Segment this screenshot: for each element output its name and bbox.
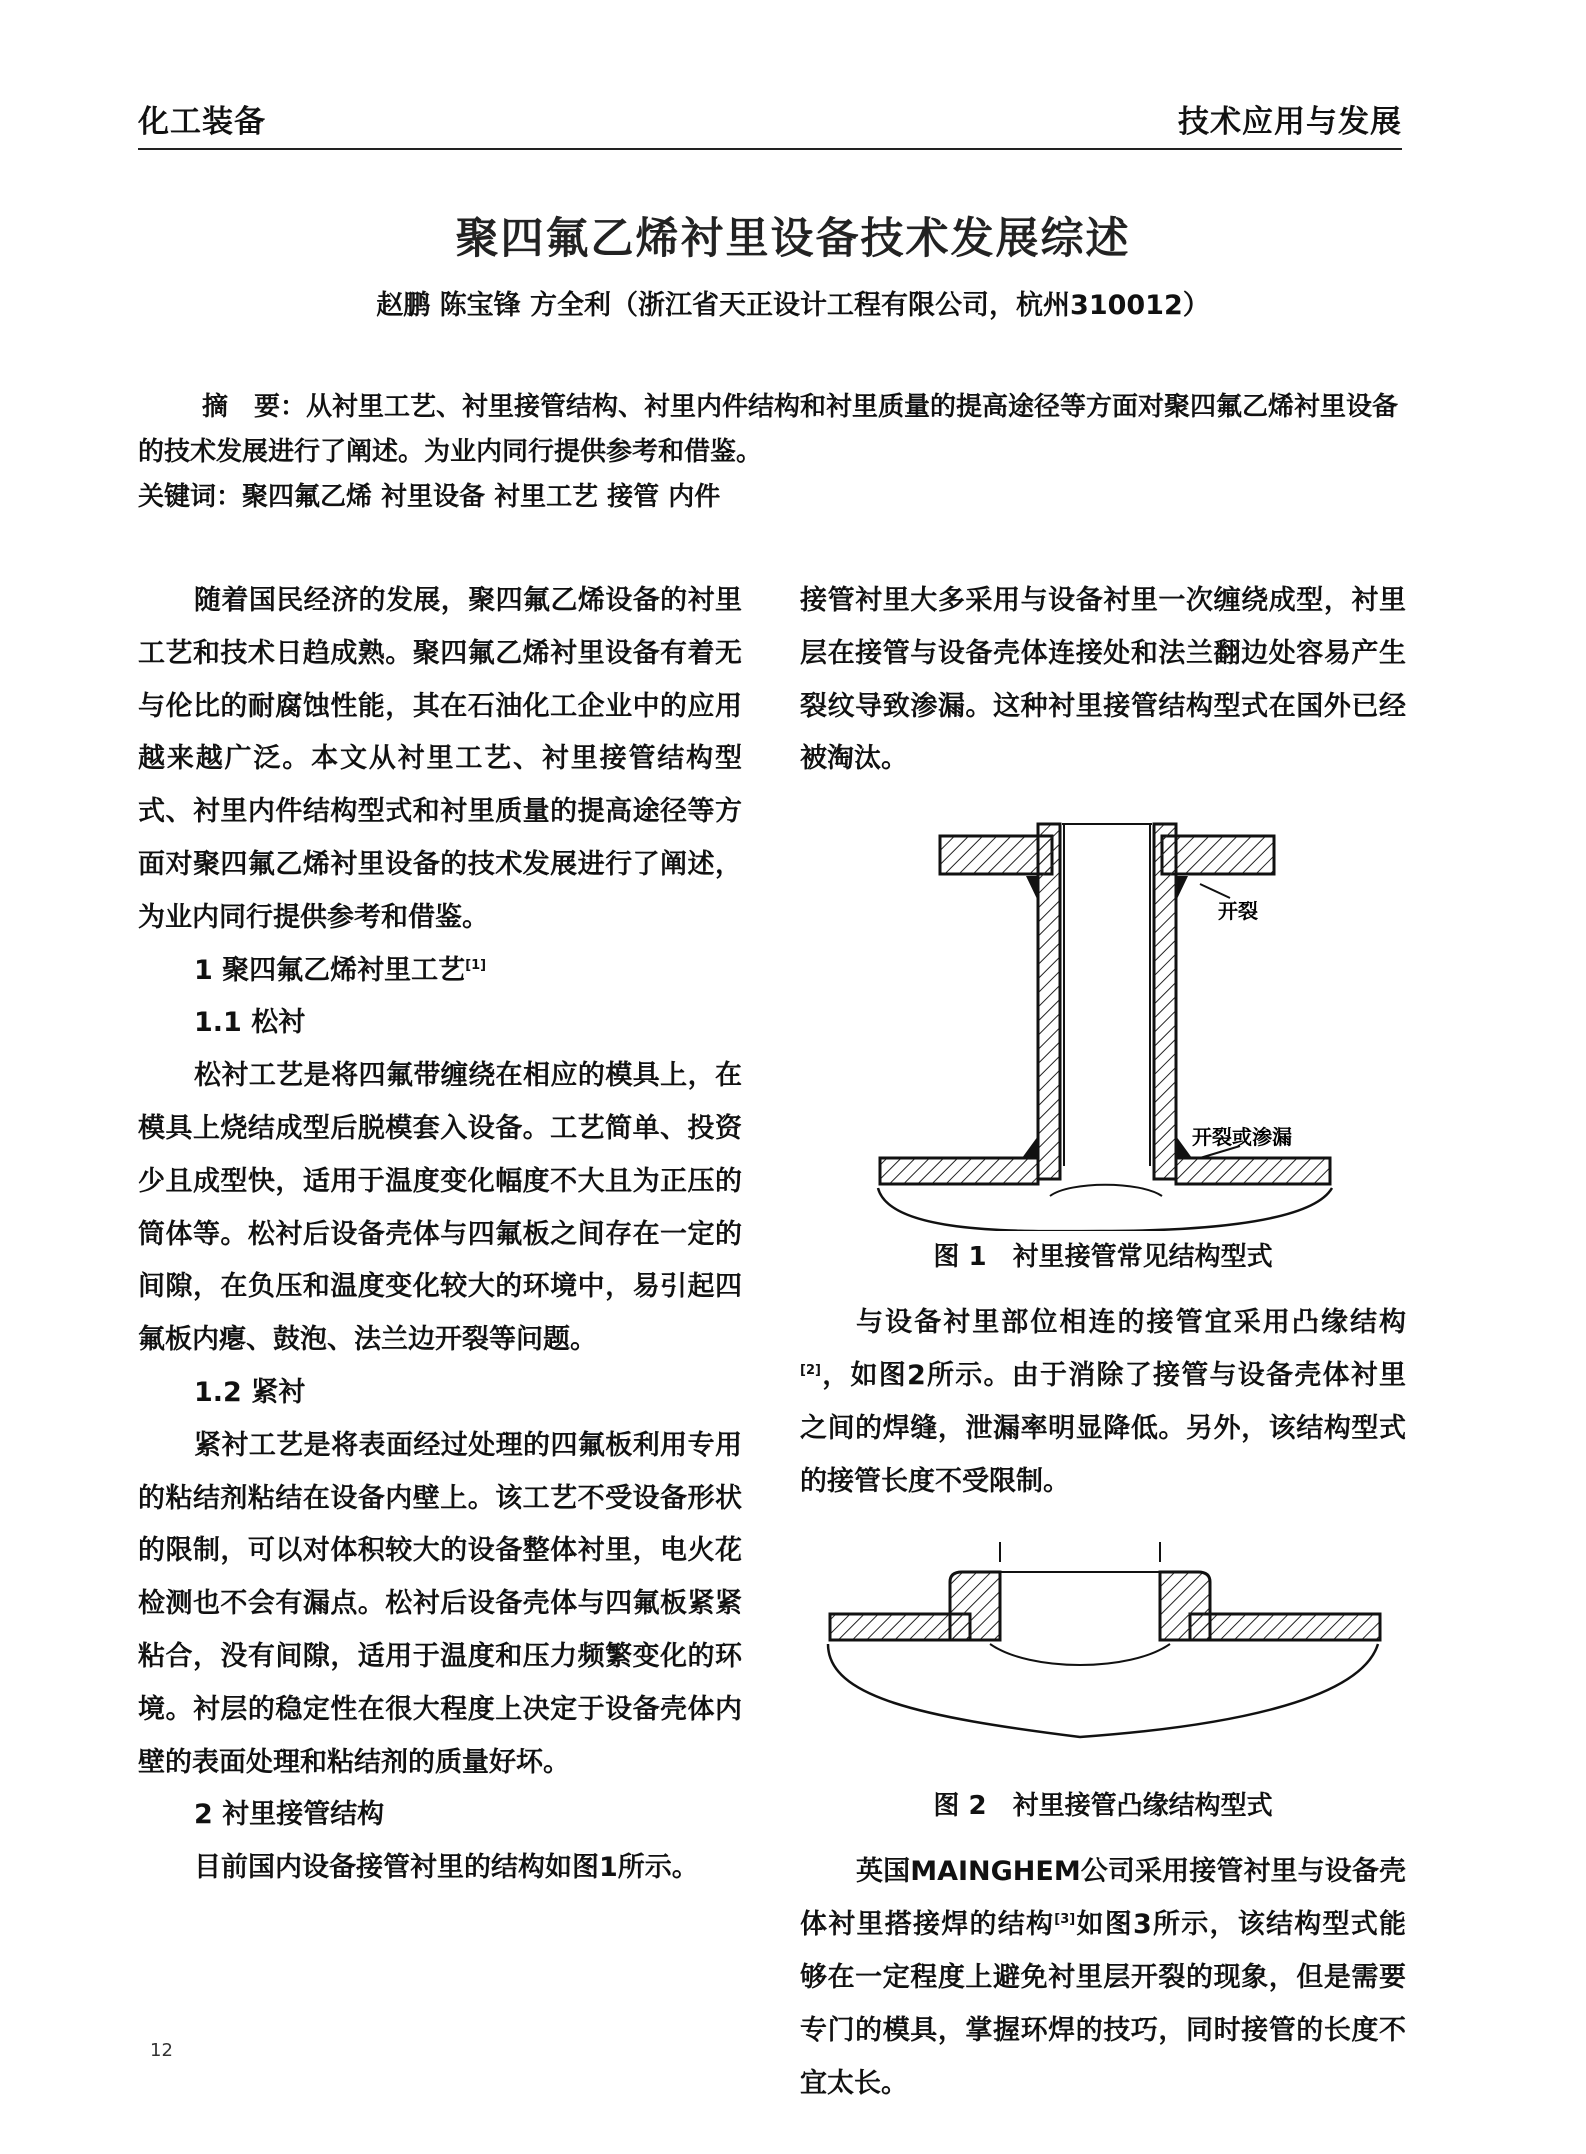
ref-2: [2] <box>800 1362 821 1378</box>
ref-1: [1] <box>465 957 487 973</box>
figure-1 <box>800 806 1406 1231</box>
journal-name: 化工装备 <box>138 104 266 140</box>
page-number: 12 <box>150 2040 173 2061</box>
right-paragraph-1: 接管衬里大多采用与设备衬里一次缠绕成型，衬里层在接管与设备壳体连接处和法兰翻边处容易产生裂纹导致渗漏。这种衬里接管结构型式在国外已经被淘汰。 <box>800 585 1406 775</box>
right-paragraph-2-a: 与设备衬里部位相连的接管宜采用凸缘结构 <box>856 1307 1406 1339</box>
section-name: 技术应用与发展 <box>1178 104 1402 140</box>
section-2-text: 目前国内设备接管衬里的结构如图1所示。 <box>194 1852 699 1884</box>
section-1-title: 1 聚四氟乙烯衬里工艺 <box>194 954 466 986</box>
right-paragraph-3-a: 英国MAINGHEM公司采用接管衬里与设备壳体衬里搭接焊的结构 <box>800 1856 1406 1941</box>
paper-title: 聚四氟乙烯衬里设备技术发展综述 <box>455 214 1131 264</box>
intro-paragraph: 随着国民经济的发展，聚四氟乙烯设备的衬里工艺和技术日趋成熟。聚四氟乙烯衬里设备有着无与伦比的耐腐蚀性能，其在石油化工企业中的应用越来越广泛。本文从衬里工艺、衬里接管结构型式、衬里内件结构型式和衬里质量的提高途径等方面对聚四氟乙烯衬里设备的技术发展进行了阐述，为业内同行提供参考和借鉴。 <box>138 585 742 933</box>
section-1-heading <box>138 945 742 998</box>
section-1-1-text: 松衬工艺是将四氟带缠绕在相应的模具上，在模具上烧结成型后脱模套入设备。工艺简单、投资少且成型快，适用于温度变化幅度不大且为正压的筒体等。松衬后设备壳体与四氟板之间存在一定的间隙，在负压和温度变化较大的环境中，易引起四氟板内瘪、鼓泡、法兰边开裂等问题。 <box>138 1060 742 1356</box>
right-paragraph-2 <box>800 1297 1406 1508</box>
right-column <box>800 575 1406 2110</box>
paper-authors: 赵鹏 陈宝锋 方全利（浙江省天正设计工程有限公司，杭州310012） <box>376 290 1210 321</box>
right-paragraph-2-b: ，如图2所示。由于消除了接管与设备壳体衬里之间的焊缝，泄漏率明显降低。另外，该结构型式的接管长度不受限制。 <box>800 1359 1406 1497</box>
figure-1-caption: 图 1 衬里接管常见结构型式 <box>933 1242 1273 1273</box>
abstract-text: 摘 要：从衬里工艺、衬里接管结构、衬里内件结构和衬里质量的提高途径等方面对聚四氟乙烯衬里设备的技术发展进行了阐述。为业内同行提供参考和借鉴。 <box>138 392 1399 467</box>
label-crack: 开裂 <box>1218 899 1258 924</box>
figure-2 <box>800 1522 1406 1780</box>
section-1-2-text: 紧衬工艺是将表面经过处理的四氟板利用专用的粘结剂粘结在设备内壁上。该工艺不受设备形状的限制，可以对体积较大的设备整体衬里，电火花检测也不会有漏点。松衬后设备壳体与四氟板紧紧粘合，没有间隙，适用于温度和压力频繁变化的环境。衬层的稳定性在很大程度上决定于设备壳体内壁的表面处理和粘结剂的质量好坏。 <box>138 1429 742 1778</box>
page-header <box>138 88 1402 150</box>
figure-1-drawing <box>800 806 1406 1231</box>
right-paragraph-3 <box>800 1846 1406 2110</box>
section-2-heading: 2 衬里接管结构 <box>194 1799 385 1831</box>
label-crack-or-leak: 开裂或渗漏 <box>1192 1125 1292 1150</box>
ref-3: [3] <box>1054 1912 1076 1928</box>
left-column <box>138 575 742 1895</box>
right-paragraph-3-b: 如图3所示，该结构型式能够在一定程度上避免衬里层开裂的现象，但是需要专门的模具，掌握环焊的技巧，同时接管的长度不宜太长。 <box>800 1909 1406 2099</box>
section-1-2-heading: 1.2 紧衬 <box>194 1376 306 1408</box>
abstract-block <box>138 385 1406 520</box>
keywords: 关键词：聚四氟乙烯 衬里设备 衬里工艺 接管 内件 <box>138 482 721 512</box>
figure-2-drawing <box>800 1522 1406 1780</box>
figure-2-caption: 图 2 衬里接管凸缘结构型式 <box>933 1791 1273 1822</box>
section-1-1-heading: 1.1 松衬 <box>194 1007 306 1039</box>
